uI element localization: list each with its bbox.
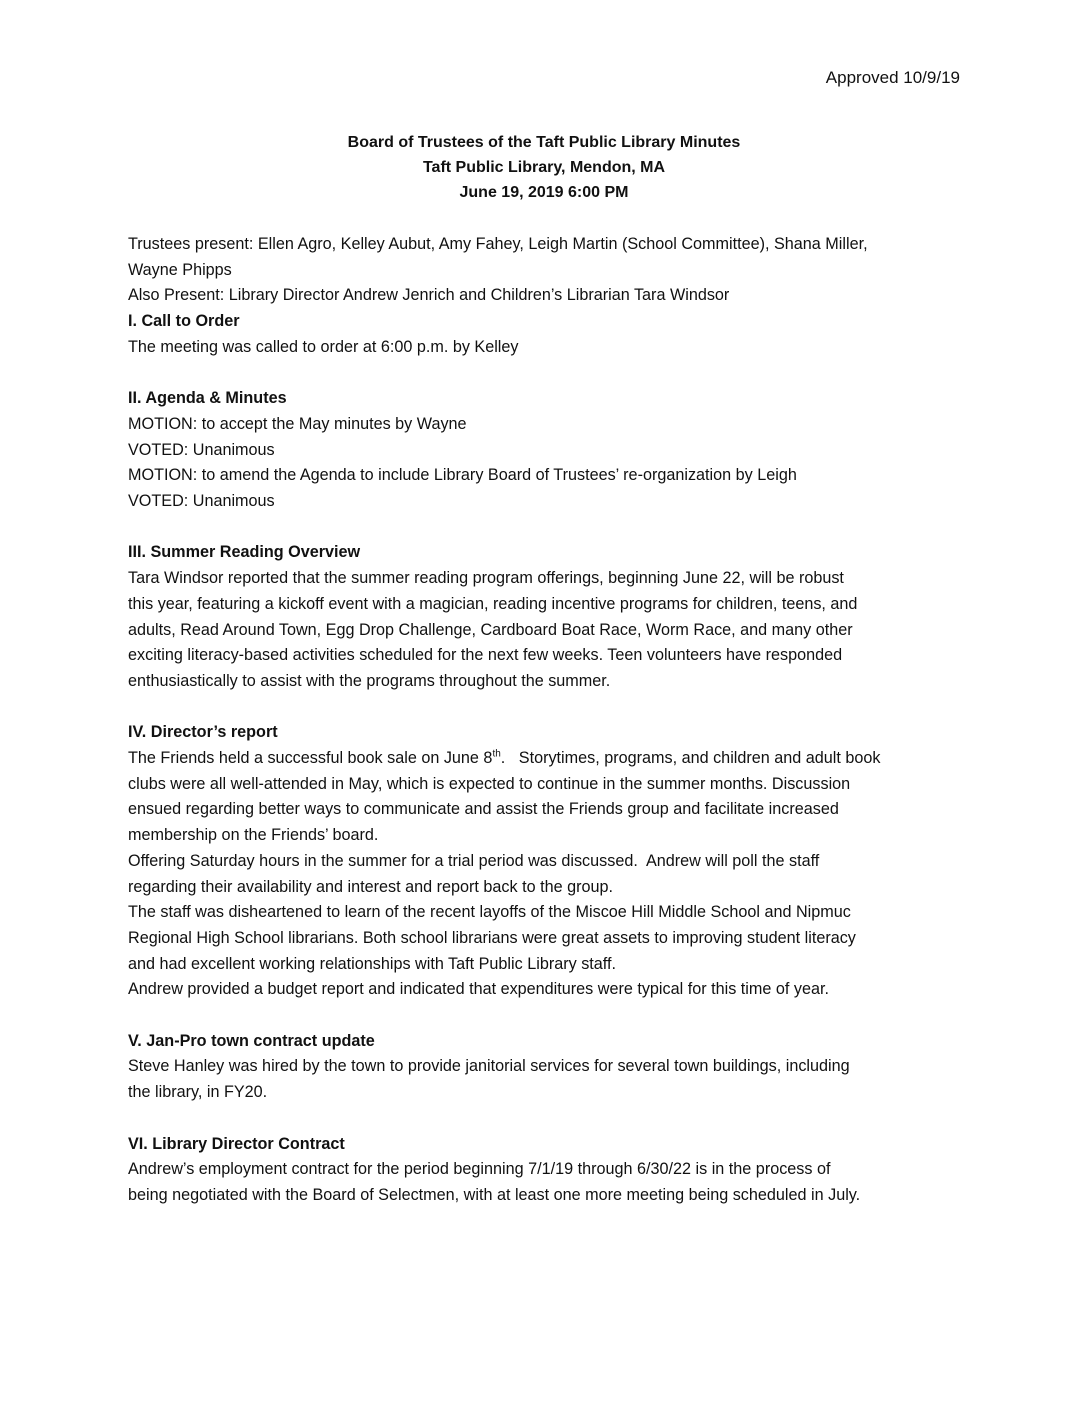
summer-reading-line: adults, Read Around Town, Egg Drop Challenge, Cardboard Boat Race, Worm Race, and many other: [128, 620, 853, 639]
agenda-line: MOTION: to accept the May minutes by Wayne: [128, 414, 467, 433]
minutes-body: [128, 232, 960, 1209]
summer-reading-line: exciting literacy-based activities scheduled for the next few weeks. Teen volunteers have responded: [128, 646, 843, 665]
agenda-line: VOTED: Unanimous: [128, 440, 275, 459]
ordinal-suffix: th: [492, 748, 501, 760]
directors-report-line: clubs were all well-attended in May, which is expected to continue in the summer months. Discussion: [128, 774, 851, 793]
spacer: [128, 695, 960, 721]
section-jan-pro-title: V. Jan-Pro town contract update: [128, 1031, 375, 1050]
directors-report-line: and had excellent working relationships with Taft Public Library staff.: [128, 954, 616, 973]
also-present-line: Also Present: Library Director Andrew Jenrich and Children’s Librarian Tara Windsor: [128, 286, 730, 305]
directors-report-text: . Storytimes, programs, and children and adult book: [500, 749, 881, 768]
summer-reading-line: this year, featuring a kickoff event with a magician, reading incentive programs for children, teens, and: [128, 594, 858, 613]
agenda-line: VOTED: Unanimous: [128, 492, 275, 511]
spacer: [128, 515, 960, 541]
section-agenda-minutes-title: II. Agenda & Minutes: [128, 389, 287, 408]
directors-report-line: regarding their availability and interest and report back to the group.: [128, 877, 614, 896]
directors-report-line: The staff was disheartened to learn of the recent layoffs of the Miscoe Hill Middle School and Nipmuc: [128, 903, 851, 922]
directors-report-line: Offering Saturday hours in the summer for a trial period was discussed. Andrew will poll the staff: [128, 851, 820, 870]
directors-report-line: [128, 746, 960, 772]
summer-reading-line: enthusiastically to assist with the programs throughout the summer.: [128, 671, 611, 690]
section-director-contract-title: VI. Library Director Contract: [128, 1134, 345, 1153]
directors-report-line: ensued regarding better ways to communicate and assist the Friends group and facilitate increased: [128, 800, 839, 819]
directors-report-line: Andrew provided a budget report and indicated that expenditures were typical for this time of year.: [128, 980, 829, 999]
director-contract-line: being negotiated with the Board of Selectmen, with at least one more meeting being scheduled in July.: [128, 1185, 861, 1204]
jan-pro-line: Steve Hanley was hired by the town to provide janitorial services for several town buildings, including: [128, 1057, 850, 1076]
section-call-to-order-line: The meeting was called to order at 6:00 p.m. by Kelley: [128, 337, 519, 356]
agenda-line: MOTION: to amend the Agenda to include Library Board of Trustees’ re-organization by Leigh: [128, 466, 797, 485]
trustees-present-line-2: Wayne Phipps: [128, 260, 232, 279]
section-call-to-order-title: I. Call to Order: [128, 312, 240, 331]
header-title: Board of Trustees of the Taft Public Library Minutes: [347, 134, 741, 151]
section-summer-reading-title: III. Summer Reading Overview: [128, 543, 361, 562]
jan-pro-line: the library, in FY20.: [128, 1083, 268, 1102]
spacer: [128, 1106, 960, 1132]
approval-note: Approved 10/9/19: [825, 68, 960, 87]
director-contract-line: Andrew’s employment contract for the period beginning 7/1/19 through 6/30/22 is in the process of: [128, 1160, 831, 1179]
directors-report-text: The Friends held a successful book sale on June 8: [128, 749, 493, 768]
section-directors-report-title: IV. Director’s report: [128, 723, 278, 742]
header-date: June 19, 2019 6:00 PM: [459, 184, 629, 201]
header-location: Taft Public Library, Mendon, MA: [422, 159, 666, 176]
trustees-present-line-1: Trustees present: Ellen Agro, Kelley Aubut, Amy Fahey, Leigh Martin (School Committee), Shana Miller,: [128, 235, 868, 253]
directors-report-line: membership on the Friends’ board.: [128, 826, 379, 845]
spacer: [128, 1003, 960, 1029]
document-header: [0, 130, 1088, 205]
spacer: [128, 361, 960, 387]
summer-reading-line: Tara Windsor reported that the summer reading program offerings, beginning June 22, will be robust: [128, 569, 844, 588]
directors-report-line: Regional High School librarians. Both school librarians were great assets to improving student literacy: [128, 928, 856, 947]
